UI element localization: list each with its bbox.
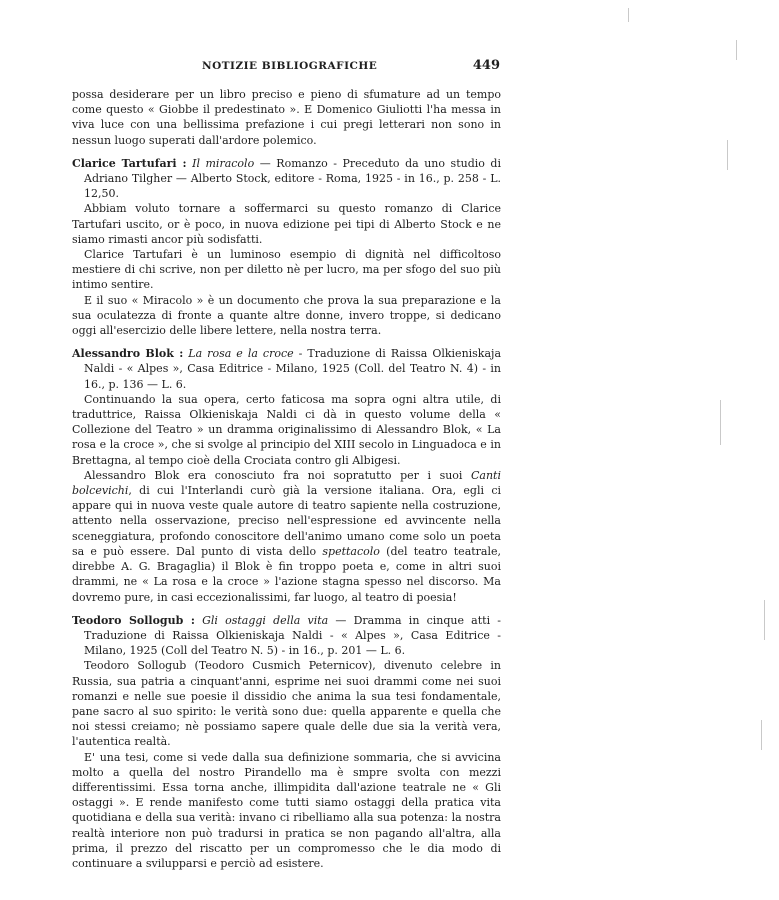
entry-details: — Romanzo - Preceduto da uno studio di Adriano Tilgher — Alberto Stock, editore - Roma, 1925 - in 16., p. 258 - L. 12,50.: [84, 156, 501, 201]
scan-edge-mark: [720, 400, 721, 445]
bibliographic-entry-sollogub: [72, 613, 501, 659]
entry-author: Teodoro Sollogub :: [72, 613, 195, 627]
paragraph: [72, 468, 501, 605]
scan-edge-mark: [628, 8, 629, 22]
paragraph: Abbiam voluto tornare a soffermarci su questo romanzo di Clarice Tartufari uscito, or è poco, in nuova edizione pei tipi di Alberto Stock e ne siamo rimasti ancor più sodisfatti.: [72, 202, 501, 246]
paragraph: E' una tesi, come si vede dalla sua definizione sommaria, che si avvicina molto a quella del nostro Pirandello ma è smpre svolta con mezzi differentissimi. Essa torna anche, illimpidita dall'azione teatrale ne « Gli ostaggi ». E rende manifesto come tutti siamo ostaggi della pratica vita quotidiana e della sua verità: invano ci ribelliamo alla sua potenza: la nostra realtà interiore non può tradursi in pratica se non pagando all'altra, alla prima, il prezzo del riscatto per un compromesso che le dia modo di continuare a svilupparsi e perciò ad esistere.: [72, 750, 501, 870]
entry-title: Gli ostaggi della vita: [202, 613, 329, 627]
paragraph: Teodoro Sollogub (Teodoro Cusmich Peternicov), divenuto celebre in Russia, sua patria a cinquant'anni, esprime nei suoi drammi come nei suoi romanzi e nelle sue poesie il dissidio che anima la sua tesi fondamentale, pane sacro al suo spirito: le verità sono due: quella apparente e quella che noi stessi creiamo; nè possiamo sapere quale delle due sia la verità vera, l'autentica realtà.: [72, 659, 501, 749]
entry-author: Alessandro Blok :: [72, 347, 184, 361]
entry-title: Il miracolo: [192, 156, 255, 170]
entry-details: - Traduzione di Raissa Olkieniskaja Naldi - « Alpes », Casa Editrice - Milano, 1925 (Coll. del Teatro N. 4) - in 16., p. 136 — L. 6.: [84, 347, 502, 391]
paragraph: E il suo « Miracolo » è un documento che prova la sua preparazione e la sua oculatezza di fronte a quante altre donne, invero troppe, si dedicano oggi all'esercizio delle libere lettere, nella nostra terra.: [72, 293, 501, 338]
bibliographic-entry-tartufari: [72, 156, 501, 202]
running-title: NOTIZIE BIBLIOGRAFICHE: [202, 60, 378, 72]
text-run: Alessandro Blok era conosciuto fra noi sopratutto per i suoi: [84, 468, 471, 482]
entry-title: La rosa e la croce: [188, 347, 294, 361]
page-body: [72, 87, 501, 871]
scan-edge-mark: [736, 40, 737, 60]
running-header: [72, 60, 500, 76]
scan-edge-mark: [764, 600, 765, 640]
text-run: , di cui l'Interlandi curò già la versione italiana. Ora, egli ci appare qui in nuova veste quale autore di teatro sapiente nella costruzione, attento nella osservazione, preciso nell'espressione ed avvincente nella sceneggiatura, profondo conoscitore dell'animo umano come solo un poeta sa e può essere. Dal punto di vista dello: [72, 484, 501, 558]
entry-author: Clarice Tartufari :: [72, 156, 187, 170]
paragraph-continued: possa desiderare per un libro preciso e pieno di sfumature ad un tempo come questo « Giobbe il predestinato ». E Domenico Giuliotti l'ha messa in viva luce con una bellissima prefazione i cui pregi letterari non sono in nessun luogo superati dall'ardore polemico.: [72, 88, 501, 147]
bibliographic-entry-blok: [72, 346, 501, 392]
italic-title: Canti bolcevichi: [72, 468, 501, 498]
scan-edge-mark: [727, 140, 728, 170]
text-run: (del teatro teatrale, direbbe A. G. Bragaglia) il Blok è fin troppo poeta e, come in altri suoi drammi, ne « La rosa e la croce » l'azione stagna spesso nel discorso. Ma dovremo pure, in casi eccezionalissimi, far luogo, al teatro di poesia!: [72, 544, 502, 604]
paragraph: Clarice Tartufari è un luminoso esempio di dignità nel difficoltoso mestiere di chi scrive, non per diletto nè per lucro, ma per sfogo del suo più intimo sentire.: [72, 248, 501, 292]
page-number: 449: [472, 58, 500, 73]
paragraph: Continuando la sua opera, certo faticosa ma sopra ogni altra utile, di traduttrice, Raissa Olkieniskaja Naldi ci dà in questo volume della « Collezione del Teatro » un dramma originalissimo di Alessandro Blok, « La rosa e la croce », che si svolge al principio del XIII secolo in Linguadoca e in Brettagna, al tempo cioè della Crociata contro gli Albigesi.: [72, 392, 501, 467]
italic-term: spettacolo: [322, 544, 380, 558]
scan-edge-mark: [761, 720, 762, 750]
entry-details: — Dramma in cinque atti - Traduzione di Raissa Olkieniskaja Naldi - « Alpes », Casa Editrice - Milano, 1925 (Coll del Teatro N. 5) - in 16., p. 201 — L. 6.: [84, 613, 502, 658]
